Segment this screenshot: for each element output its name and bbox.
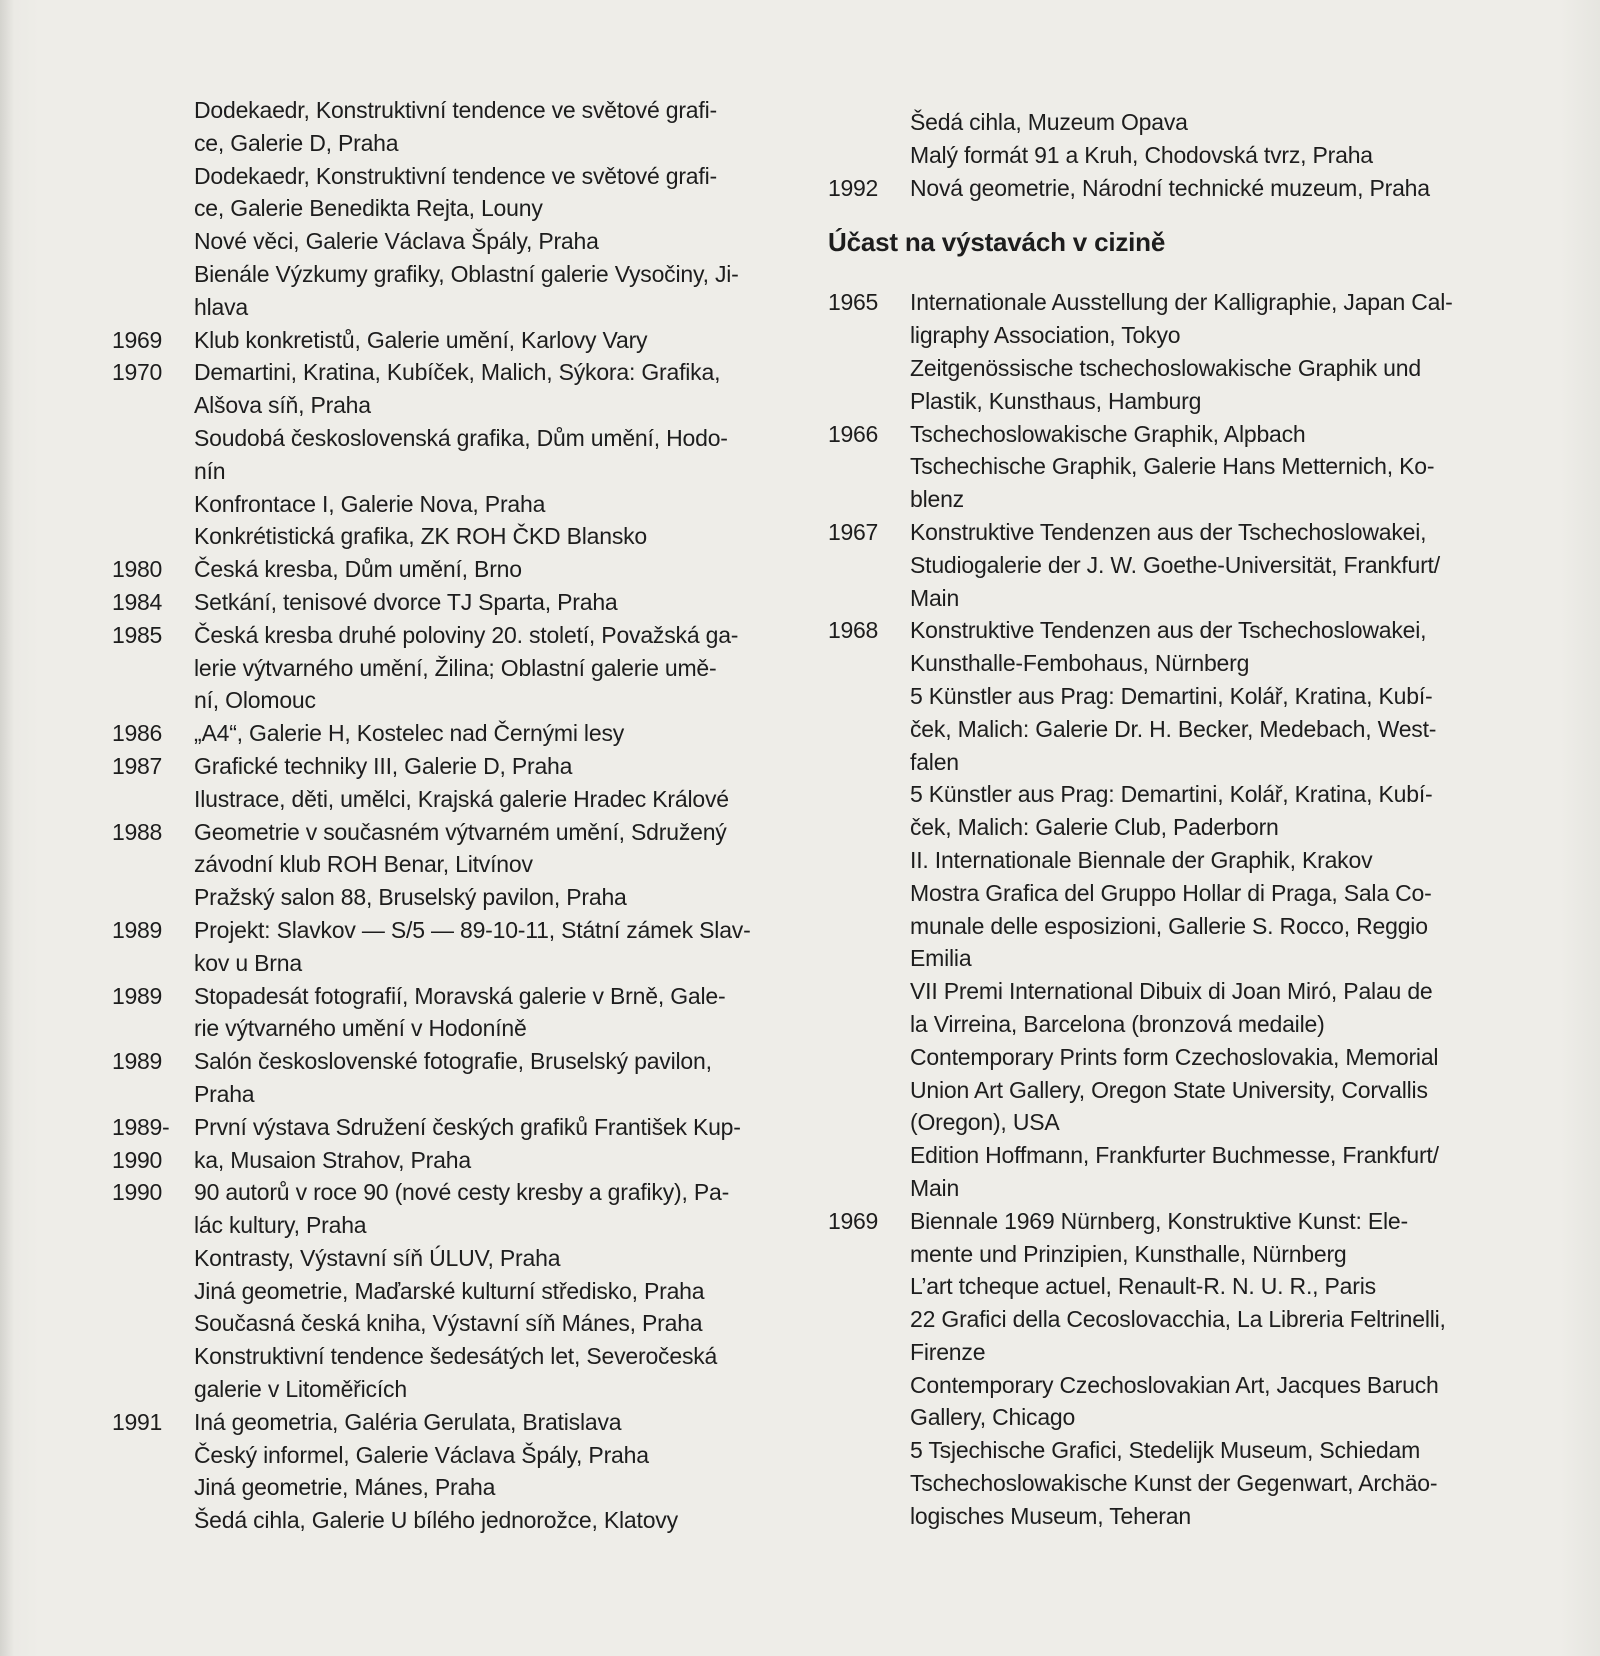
exhibition-entry — [828, 516, 1478, 614]
entry-text: Česká kresba druhé poloviny 20. století, Považská ga- lerie výtvarného umění, Žilina; Oblastní galerie umě- ní, Olomouc — [194, 621, 739, 714]
entry-text: První výstava Sdružení českých grafiků František Kup- ka, Musaion Strahov, Praha — [194, 1113, 741, 1173]
exhibition-entry — [828, 1303, 1478, 1369]
entry-year: 1969 — [828, 1207, 878, 1234]
exhibition-entry — [828, 139, 1478, 172]
exhibition-entry — [828, 975, 1478, 1041]
exhibition-entry — [112, 225, 762, 258]
entry-text: Konstruktivní tendence šedesátých let, Severočeská galerie v Litoměřicích — [194, 1343, 718, 1403]
exhibition-entry — [112, 1504, 762, 1537]
entry-text: Mostra Grafica del Gruppo Hollar di Praga, Sala Co- munale delle esposizioni, Gallerie S. Rocco, Reggio Emilia — [910, 879, 1432, 972]
entry-year: 1966 — [828, 420, 878, 447]
exhibition-entry — [828, 1205, 1478, 1271]
exhibition-entry — [112, 1242, 762, 1275]
exhibition-entry — [112, 881, 762, 914]
exhibition-entry — [112, 619, 762, 717]
entry-year: 1965 — [828, 289, 878, 316]
exhibition-entry — [112, 980, 762, 1046]
exhibition-entry — [112, 1307, 762, 1340]
entry-text: 22 Grafici della Cecoslovacchia, La Libreria Feltrinelli, Firenze — [910, 1306, 1446, 1365]
exhibition-entry — [828, 106, 1478, 139]
exhibition-entry — [112, 160, 762, 226]
exhibition-entry — [828, 1369, 1478, 1435]
exhibition-entry — [828, 352, 1478, 418]
entry-text: Internationale Ausstellung der Kalligraphie, Japan Cal- ligraphy Association, Tokyo — [910, 289, 1453, 349]
exhibition-entry — [828, 286, 1478, 352]
exhibition-entry — [828, 877, 1478, 975]
entry-text: Stopadesát fotografií, Moravská galerie v Brně, Gale- rie výtvarného umění v Hodoníně — [194, 982, 726, 1042]
entry-year: 1991 — [112, 1408, 162, 1435]
exhibition-entry — [112, 1111, 762, 1177]
exhibition-entry — [112, 422, 762, 488]
entry-year: 1970 — [112, 359, 162, 386]
right-top-exhibition-list — [828, 106, 1478, 204]
entry-text: Současná česká kniha, Výstavní síň Mánes, Praha — [194, 1310, 703, 1337]
exhibition-entry — [112, 816, 762, 882]
exhibition-entry — [828, 680, 1478, 778]
entry-text: Setkání, tenisové dvorce TJ Sparta, Praha — [194, 588, 618, 615]
entry-text: Pražský salon 88, Bruselský pavilon, Praha — [194, 884, 627, 911]
entry-text: Šedá cihla, Muzeum Opava — [910, 109, 1188, 135]
exhibition-entry — [112, 553, 762, 586]
exhibition-entry — [828, 418, 1478, 451]
exhibition-entry — [112, 914, 762, 980]
exhibition-entry — [112, 1045, 762, 1111]
entry-text: Nová geometrie, Národní technické muzeum, Praha — [910, 174, 1430, 201]
exhibition-entry — [828, 844, 1478, 877]
entry-text: Kontrasty, Výstavní síň ÚLUV, Praha — [194, 1244, 561, 1271]
exhibition-entry — [112, 1406, 762, 1439]
exhibition-entry — [112, 1439, 762, 1472]
exhibition-entry — [112, 586, 762, 619]
entry-text: Soudobá československá grafika, Dům umění, Hodo- nín — [194, 424, 728, 484]
entry-text: Konstruktive Tendenzen aus der Tschechoslowakei, Studiogalerie der J. W. Goethe-Universität, Frankfurt/ Main — [910, 518, 1440, 611]
entry-year: 1984 — [112, 588, 162, 615]
entry-year: 1985 — [112, 621, 162, 648]
left-column — [112, 94, 762, 1537]
entry-text: Konkrétistická grafika, ZK ROH ČKD Blansko — [194, 523, 648, 550]
entry-text: Bienále Výzkumy grafiky, Oblastní galerie Vysočiny, Ji- hlava — [194, 260, 739, 320]
entry-year: 1986 — [112, 720, 162, 747]
entry-text: Demartini, Kratina, Kubíček, Malich, Sýkora: Grafika, Alšova síň, Praha — [194, 359, 721, 419]
exhibition-entry — [112, 94, 762, 160]
entry-text: Malý formát 91 a Kruh, Chodovská tvrz, Praha — [910, 141, 1373, 168]
exhibition-entry — [112, 1275, 762, 1308]
entry-text: VII Premi International Dibuix di Joan Miró, Palau de la Virreina, Barcelona (bronzová medaile) — [910, 978, 1433, 1037]
entry-year: 1988 — [112, 818, 162, 845]
entry-year: 1969 — [112, 326, 162, 353]
entry-text: Nové věci, Galerie Václava Špály, Praha — [194, 228, 599, 255]
entry-year: 1987 — [112, 752, 162, 779]
entry-text: Salón československé fotografie, Bruselský pavilon, Praha — [194, 1048, 712, 1107]
entry-text: Jiná geometrie, Maďarské kulturní středisko, Praha — [194, 1277, 705, 1304]
exhibition-entry — [828, 1041, 1478, 1139]
entry-text: Geometrie v současném výtvarném umění, Sdružený závodní klub ROH Benar, Litvínov — [194, 818, 727, 878]
entry-text: 5 Tsjechische Grafici, Stedelijk Museum, Schiedam — [910, 1437, 1421, 1464]
entry-text: II. Internationale Biennale der Graphik, Krakov — [910, 846, 1373, 873]
exhibition-entry — [828, 778, 1478, 844]
entry-year: 1980 — [112, 556, 162, 583]
entry-text: Konstruktive Tendenzen aus der Tschechoslowakei, Kunsthalle-Fembohaus, Nürnberg — [910, 617, 1427, 677]
entry-text: Jiná geometrie, Mánes, Praha — [194, 1474, 496, 1501]
exhibition-entry — [828, 450, 1478, 516]
entry-text: Tschechoslowakische Graphik, Alpbach — [910, 420, 1306, 447]
entry-text: Contemporary Czechoslovakian Art, Jacques Baruch Gallery, Chicago — [910, 1371, 1439, 1431]
exhibition-entry — [828, 1270, 1478, 1303]
entry-year: 1992 — [828, 174, 878, 201]
entry-year: 1968 — [828, 617, 878, 644]
entry-text: Dodekaedr, Konstruktivní tendence ve světové grafi- ce, Galerie D, Praha — [194, 97, 717, 156]
exhibition-entry — [112, 258, 762, 324]
entry-text: „A4“, Galerie H, Kostelec nad Černými lesy — [194, 720, 625, 747]
exhibition-entry — [112, 1471, 762, 1504]
exhibition-entry — [112, 324, 762, 357]
entry-year: 1989 — [112, 982, 162, 1009]
entry-text: Projekt: Slavkov — S/5 — 89-10-11, Státní zámek Slav- kov u Brna — [194, 916, 751, 976]
exhibition-entry — [828, 1434, 1478, 1467]
entry-text: Zeitgenössische tschechoslowakische Graphik und Plastik, Kunsthaus, Hamburg — [910, 354, 1421, 414]
entry-text: Contemporary Prints form Czechoslovakia, Memorial Union Art Gallery, Oregon State University, Corvallis (Oregon), USA — [910, 1043, 1439, 1136]
book-gutter-shadow — [0, 0, 14, 1656]
entry-year: 1989 — [112, 916, 162, 943]
entry-text: Tschechische Graphik, Galerie Hans Metternich, Ko- blenz — [910, 453, 1435, 513]
exhibition-entry — [112, 750, 762, 783]
section-heading: Účast na výstavách v cizině — [828, 227, 1166, 258]
entry-text: Grafické techniky III, Galerie D, Praha — [194, 752, 573, 779]
exhibition-entry — [828, 172, 1478, 205]
entry-year: 1989- 1990 — [112, 1113, 170, 1173]
right-column — [828, 106, 1478, 1533]
exhibition-entry — [112, 356, 762, 422]
entry-text: Dodekaedr, Konstruktivní tendence ve světové grafi- ce, Galerie Benedikta Rejta, Louny — [194, 162, 717, 222]
entry-text: Šedá cihla, Galerie U bílého jednorožce, Klatovy — [194, 1507, 678, 1534]
exhibition-entry — [112, 520, 762, 553]
entry-text: 5 Künstler aus Prag: Demartini, Kolář, Kratina, Kubí- ček, Malich: Galerie Club, Paderborn — [910, 781, 1433, 841]
exhibition-entry — [112, 783, 762, 816]
entry-text: Tschechoslowakische Kunst der Gegenwart, Archäo- logisches Museum, Teheran — [910, 1470, 1438, 1529]
entry-text: Ilustrace, děti, umělci, Krajská galerie Hradec Králové — [194, 785, 729, 812]
exhibition-entry — [112, 717, 762, 750]
entry-text: 5 Künstler aus Prag: Demartini, Kolář, Kratina, Kubí- ček, Malich: Galerie Dr. H. Becker, Medebach, West- falen — [910, 682, 1437, 775]
exhibition-entry — [112, 1176, 762, 1242]
entry-text: Konfrontace I, Galerie Nova, Praha — [194, 490, 546, 517]
entry-text: Klub konkretistů, Galerie umění, Karlovy Vary — [194, 326, 648, 353]
exhibition-entry — [112, 1340, 762, 1406]
left-exhibition-list — [112, 94, 762, 1537]
foreign-exhibition-list — [828, 286, 1478, 1532]
entry-year: 1989 — [112, 1048, 162, 1075]
entry-year: 1967 — [828, 518, 878, 545]
entry-text: Biennale 1969 Nürnberg, Konstruktive Kunst: Ele- mente und Prinzipien, Kunsthalle, Nürnberg — [910, 1207, 1408, 1267]
entry-text: Iná geometria, Galéria Gerulata, Bratislava — [194, 1408, 622, 1435]
entry-text: Česká kresba, Dům umění, Brno — [194, 556, 522, 583]
entry-text: L’art tcheque actuel, Renault-R. N. U. R., Paris — [910, 1273, 1376, 1300]
exhibition-entry — [828, 1467, 1478, 1533]
entry-text: Edition Hoffmann, Frankfurter Buchmesse, Frankfurt/ Main — [910, 1142, 1439, 1201]
exhibition-entry — [112, 488, 762, 521]
exhibition-entry — [828, 614, 1478, 680]
exhibition-entry — [828, 1139, 1478, 1205]
entry-year: 1990 — [112, 1179, 162, 1206]
entry-text: 90 autorů v roce 90 (nové cesty kresby a grafiky), Pa- lác kultury, Praha — [194, 1179, 730, 1239]
entry-text: Český informel, Galerie Václava Špály, Praha — [194, 1441, 649, 1468]
